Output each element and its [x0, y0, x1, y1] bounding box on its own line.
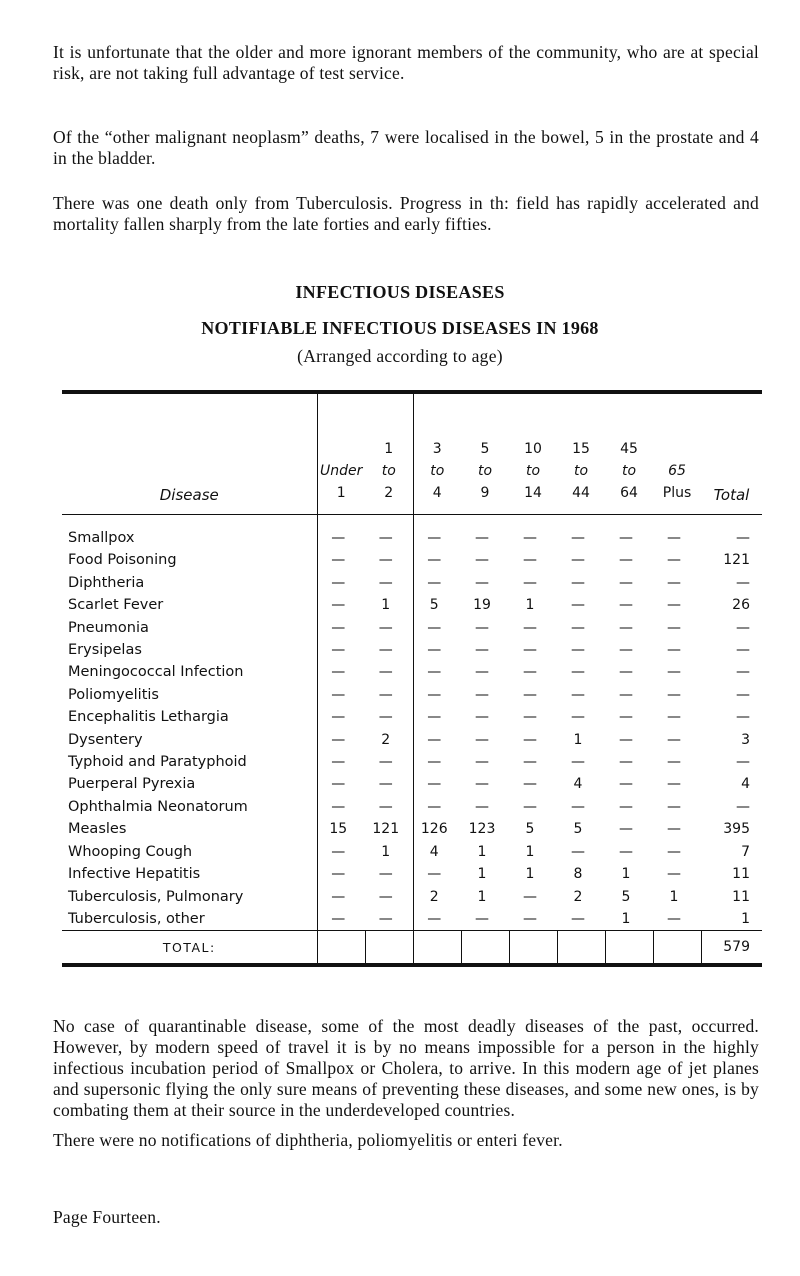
- cell-value: —: [317, 841, 365, 863]
- row-total: 395: [723, 821, 750, 838]
- total-empty-cell: [653, 931, 701, 964]
- age-header-bot: 1: [336, 485, 346, 501]
- age-column-header: [461, 394, 509, 515]
- cell-value: —: [667, 798, 681, 815]
- table-row: [62, 886, 762, 908]
- cell-value: —: [317, 751, 365, 773]
- cell-value: —: [571, 597, 585, 614]
- cell-value: —: [413, 706, 461, 728]
- cell-value: 1: [669, 888, 679, 905]
- age-header-top: 1: [384, 441, 394, 457]
- cell-value: 126: [413, 818, 461, 840]
- cell-value: —: [317, 572, 365, 594]
- age-header-mid: to: [525, 463, 541, 479]
- age-header-mid: Under: [320, 463, 363, 479]
- cell-value: —: [413, 796, 461, 818]
- cell-value: 8: [573, 866, 583, 883]
- cell-value: —: [619, 798, 633, 815]
- page-number: Page Fourteen.: [53, 1207, 161, 1227]
- cell-value: —: [571, 709, 585, 726]
- table-row: [62, 572, 762, 594]
- row-total: 7: [741, 843, 750, 860]
- cell-value: —: [667, 731, 681, 748]
- cell-value: —: [317, 886, 365, 908]
- cell-value: —: [317, 639, 365, 661]
- row-total: 11: [732, 866, 750, 883]
- cell-value: —: [317, 729, 365, 751]
- age-column-header: [653, 394, 701, 515]
- table-row: [62, 908, 762, 931]
- row-total: 11: [732, 888, 750, 905]
- age-column-header: [509, 394, 557, 515]
- cell-value: —: [571, 664, 585, 681]
- age-header-bot: 2: [384, 485, 394, 501]
- cell-value: —: [413, 751, 461, 773]
- cell-value: —: [317, 863, 365, 885]
- total-label: TOTAL:: [62, 931, 317, 964]
- cell-value: —: [317, 908, 365, 931]
- disease-name: Tuberculosis, other: [68, 910, 205, 927]
- table-row: [62, 773, 762, 795]
- disease-name: Erysipelas: [68, 642, 142, 659]
- total-empty-cell: [557, 931, 605, 964]
- cell-value: —: [619, 530, 633, 546]
- cell-value: —: [523, 754, 537, 771]
- cell-value: —: [378, 642, 393, 659]
- cell-value: 2: [381, 731, 391, 748]
- cell-value: —: [413, 729, 461, 751]
- cell-value: —: [378, 888, 393, 905]
- paragraph-quarantinable: No case of quarantinable disease, some of the most deadly diseases of the past, occurred. However, by modern speed of travel it is by no means impossible for a person in the highly infectious incubation period of Smallpox or Cholera, to arrive. In this modern age of jet planes and supersonic flying the only sure means of preventing these diseases, and some new ones, is by combating them at their source in the underdeveloped countries.: [53, 1016, 759, 1120]
- table-row: [62, 729, 762, 751]
- table-row: [62, 841, 762, 863]
- age-header-mid: to: [430, 463, 445, 479]
- grand-total: 579: [701, 931, 762, 964]
- row-total: —: [736, 709, 750, 726]
- cell-value: —: [667, 709, 681, 726]
- table-header-row: [62, 394, 762, 515]
- disease-name: Poliomyelitis: [68, 686, 159, 703]
- age-header-mid: to: [573, 463, 589, 479]
- table-row: [62, 661, 762, 683]
- cell-value: —: [378, 866, 393, 883]
- disease-name: Encephalitis Lethargia: [68, 709, 229, 726]
- cell-value: —: [475, 530, 489, 546]
- cell-value: —: [571, 642, 585, 659]
- cell-value: 1: [525, 843, 535, 860]
- row-total: 3: [741, 731, 750, 748]
- cell-value: —: [378, 619, 393, 636]
- cell-value: —: [413, 549, 461, 571]
- disease-name: Smallpox: [68, 530, 135, 546]
- cell-value: 15: [317, 818, 365, 840]
- cell-value: —: [667, 843, 681, 860]
- total-empty-cell: [317, 931, 365, 964]
- age-header-bot: 44: [572, 485, 590, 501]
- cell-value: —: [378, 910, 393, 927]
- total-empty-cell: [461, 931, 509, 964]
- cell-value: —: [523, 709, 537, 726]
- row-total: —: [736, 686, 750, 703]
- cell-value: —: [523, 619, 537, 636]
- cell-value: —: [667, 686, 681, 703]
- table-row: [62, 863, 762, 885]
- cell-value: —: [571, 574, 585, 591]
- cell-value: —: [413, 639, 461, 661]
- age-column-header: [365, 394, 413, 515]
- cell-value: —: [475, 731, 489, 748]
- cell-value: —: [413, 684, 461, 706]
- cell-value: —: [619, 686, 633, 703]
- row-total: —: [736, 574, 750, 591]
- age-header-top: 45: [620, 441, 638, 457]
- cell-value: —: [571, 910, 585, 927]
- cell-value: —: [571, 798, 585, 815]
- age-header-top: [675, 438, 679, 460]
- age-column-header: [413, 394, 461, 515]
- row-total: —: [736, 642, 750, 659]
- cell-value: —: [413, 661, 461, 683]
- table-row: [62, 706, 762, 728]
- cell-value: —: [667, 866, 681, 883]
- paragraph-test-service: It is unfortunate that the older and more ignorant members of the community, who are at special risk, are not taking full advantage of test service.: [53, 42, 759, 83]
- cell-value: —: [619, 776, 633, 793]
- cell-value: 121: [372, 821, 400, 838]
- table-row: [62, 515, 762, 550]
- cell-value: —: [667, 821, 681, 838]
- table-row: [62, 617, 762, 639]
- age-header-bot: 14: [524, 485, 542, 501]
- cell-value: —: [475, 552, 489, 569]
- cell-value: 1: [573, 731, 583, 748]
- total-column-header: Total: [701, 394, 762, 515]
- total-empty-cell: [605, 931, 653, 964]
- cell-value: —: [317, 549, 365, 571]
- cell-value: —: [378, 776, 393, 793]
- cell-value: 1: [525, 597, 535, 614]
- cell-value: —: [413, 773, 461, 795]
- age-header-bot: 9: [480, 485, 490, 501]
- cell-value: —: [413, 908, 461, 931]
- cell-value: —: [378, 664, 393, 681]
- disease-name: Meningococcal Infection: [68, 664, 244, 681]
- cell-value: 1: [477, 888, 487, 905]
- cell-value: —: [475, 910, 489, 927]
- paragraph-tuberculosis: There was one death only from Tuberculosis. Progress in th: field has rapidly accelerated and mortality fallen sharply from the late forties and early fifties.: [53, 193, 759, 234]
- notifiable-diseases-table: [62, 390, 762, 967]
- cell-value: —: [619, 754, 633, 771]
- cell-value: —: [523, 776, 537, 793]
- cell-value: —: [667, 910, 681, 927]
- age-header-top: 3: [432, 441, 442, 457]
- cell-value: —: [667, 664, 681, 681]
- cell-value: —: [619, 574, 633, 591]
- cell-value: —: [667, 597, 681, 614]
- cell-value: —: [378, 798, 393, 815]
- cell-value: —: [317, 617, 365, 639]
- age-header-top: [339, 438, 343, 460]
- cell-value: —: [523, 574, 537, 591]
- disease-name: Typhoid and Paratyphoid: [68, 754, 247, 771]
- cell-value: —: [317, 594, 365, 616]
- row-total: —: [736, 619, 750, 636]
- cell-value: —: [667, 552, 681, 569]
- age-header-mid: 65: [668, 463, 686, 479]
- cell-value: —: [523, 910, 537, 927]
- cell-value: —: [475, 574, 489, 591]
- cell-value: —: [475, 776, 489, 793]
- cell-value: —: [523, 664, 537, 681]
- table-row: [62, 751, 762, 773]
- row-total: 26: [732, 597, 750, 614]
- cell-value: —: [317, 706, 365, 728]
- cell-value: 5: [621, 888, 631, 905]
- cell-value: 4: [573, 776, 583, 793]
- cell-value: —: [571, 530, 585, 546]
- age-column-header: [557, 394, 605, 515]
- disease-name: Pneumonia: [68, 619, 149, 636]
- cell-value: —: [378, 709, 393, 726]
- cell-value: —: [413, 515, 461, 550]
- age-header-bot: 64: [620, 485, 638, 501]
- row-total: 121: [723, 552, 750, 569]
- cell-value: —: [667, 619, 681, 636]
- total-empty-cell: [365, 931, 413, 964]
- disease-column-header: Disease: [62, 394, 317, 515]
- age-header-mid: to: [621, 463, 637, 479]
- age-header-top: 5: [480, 441, 490, 457]
- cell-value: 1: [525, 866, 535, 883]
- cell-value: —: [475, 709, 489, 726]
- row-total: 1: [741, 910, 750, 927]
- cell-value: 1: [477, 843, 487, 860]
- cell-value: —: [317, 796, 365, 818]
- row-total: —: [736, 530, 750, 546]
- paragraph-no-notifications: There were no notifications of diphtheria, poliomyelitis or enteri fever.: [53, 1130, 563, 1150]
- cell-value: —: [523, 552, 537, 569]
- cell-value: —: [475, 619, 489, 636]
- cell-value: —: [317, 661, 365, 683]
- disease-name: Puerperal Pyrexia: [68, 776, 196, 793]
- table-body: [62, 515, 762, 931]
- cell-value: 2: [573, 888, 583, 905]
- cell-value: —: [619, 843, 633, 860]
- cell-value: —: [475, 664, 489, 681]
- disease-name: Dysentery: [68, 731, 143, 748]
- age-header-mid: to: [477, 463, 493, 479]
- total-empty-cell: [509, 931, 557, 964]
- disease-name: Tuberculosis, Pulmonary: [68, 888, 244, 905]
- cell-value: —: [413, 617, 461, 639]
- cell-value: —: [523, 686, 537, 703]
- cell-value: —: [413, 863, 461, 885]
- age-header-bot: Plus: [662, 485, 692, 501]
- disease-name: Whooping Cough: [68, 843, 193, 860]
- cell-value: —: [619, 619, 633, 636]
- cell-value: 1: [621, 866, 631, 883]
- cell-value: —: [523, 888, 537, 905]
- row-total: —: [736, 798, 750, 815]
- cell-value: —: [378, 686, 393, 703]
- cell-value: —: [523, 530, 537, 546]
- age-column-header: [605, 394, 653, 515]
- cell-value: —: [378, 552, 393, 569]
- cell-value: 5: [525, 821, 535, 838]
- row-total: —: [736, 754, 750, 771]
- disease-name: Food Poisoning: [68, 552, 177, 569]
- table-row: [62, 594, 762, 616]
- cell-value: —: [619, 552, 633, 569]
- row-total: —: [736, 664, 750, 681]
- disease-name: Ophthalmia Neonatorum: [68, 798, 248, 815]
- cell-value: —: [475, 754, 489, 771]
- cell-value: 1: [381, 597, 391, 614]
- cell-value: —: [619, 597, 633, 614]
- cell-value: —: [378, 754, 393, 771]
- table-row: [62, 549, 762, 571]
- table-row: [62, 796, 762, 818]
- table-row: [62, 639, 762, 661]
- cell-value: —: [619, 709, 633, 726]
- cell-value: —: [523, 731, 537, 748]
- cell-value: —: [378, 574, 393, 591]
- cell-value: —: [378, 530, 393, 546]
- cell-value: 19: [473, 597, 491, 614]
- cell-value: —: [619, 731, 633, 748]
- cell-value: —: [619, 642, 633, 659]
- disease-name: Diphtheria: [68, 574, 145, 591]
- cell-value: 5: [573, 821, 583, 838]
- age-header-top: 10: [524, 441, 542, 457]
- paragraph-neoplasm-deaths: Of the “other malignant neoplasm” deaths, 7 were localised in the bowel, 5 in the prostate and 4 in the bladder.: [53, 127, 759, 168]
- cell-value: —: [571, 552, 585, 569]
- cell-value: —: [667, 754, 681, 771]
- age-column-header: [317, 394, 365, 515]
- table-subtitle: (Arranged according to age): [297, 346, 503, 366]
- cell-value: —: [475, 798, 489, 815]
- cell-value: —: [619, 664, 633, 681]
- age-header-bot: 4: [432, 485, 442, 501]
- cell-value: 4: [413, 841, 461, 863]
- table-row: [62, 818, 762, 840]
- cell-value: —: [571, 754, 585, 771]
- cell-value: —: [667, 642, 681, 659]
- disease-name: Infective Hepatitis: [68, 866, 201, 883]
- cell-value: —: [523, 642, 537, 659]
- cell-value: —: [619, 821, 633, 838]
- age-header-top: 15: [572, 441, 590, 457]
- table-title: NOTIFIABLE INFECTIOUS DISEASES IN 1968: [201, 318, 599, 338]
- cell-value: 2: [413, 886, 461, 908]
- cell-value: —: [571, 843, 585, 860]
- cell-value: 5: [413, 594, 461, 616]
- cell-value: —: [317, 773, 365, 795]
- cell-value: —: [667, 574, 681, 591]
- cell-value: 1: [621, 910, 631, 927]
- row-total: 4: [741, 776, 750, 793]
- cell-value: 1: [381, 843, 391, 860]
- table-total-row: [62, 931, 762, 964]
- table-row: [62, 684, 762, 706]
- cell-value: —: [571, 619, 585, 636]
- section-heading: INFECTIOUS DISEASES: [295, 282, 505, 302]
- cell-value: —: [413, 572, 461, 594]
- disease-name: Scarlet Fever: [68, 597, 164, 614]
- cell-value: —: [475, 686, 489, 703]
- cell-value: —: [317, 515, 365, 550]
- total-empty-cell: [413, 931, 461, 964]
- cell-value: 1: [477, 866, 487, 883]
- cell-value: —: [571, 686, 585, 703]
- cell-value: 123: [468, 821, 496, 838]
- age-header-mid: to: [381, 463, 396, 479]
- cell-value: —: [667, 530, 681, 546]
- cell-value: —: [475, 642, 489, 659]
- cell-value: —: [667, 776, 681, 793]
- disease-name: Measles: [68, 821, 127, 838]
- cell-value: —: [523, 798, 537, 815]
- cell-value: —: [317, 684, 365, 706]
